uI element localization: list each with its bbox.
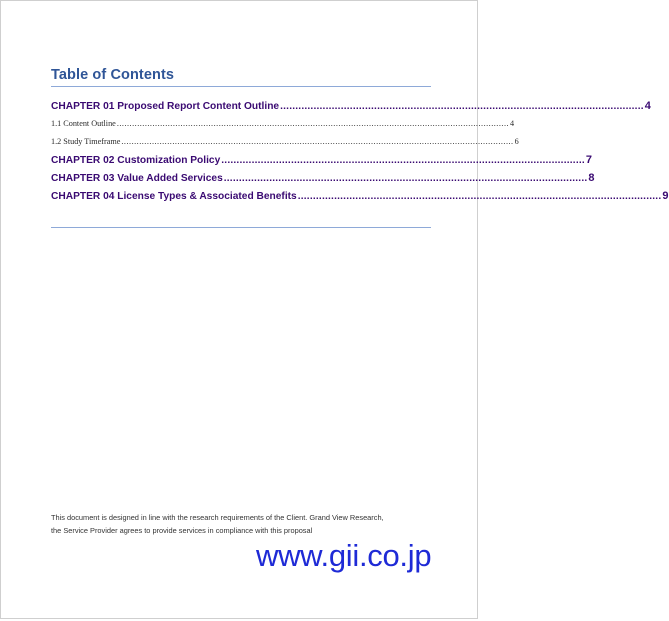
toc-entry-page: 7 [585, 154, 593, 166]
toc-entry-page: 8 [588, 172, 595, 184]
toc-title: Table of Contents [51, 67, 175, 83]
toc-entry-chapter-03[interactable] [51, 169, 595, 187]
toc-end-divider [51, 227, 431, 228]
toc-entry-chapter-01[interactable] [51, 97, 651, 115]
disclaimer-line-2: the Service Provider agrees to provide services in compliance with this proposal [51, 525, 313, 535]
disclaimer-text [51, 512, 436, 537]
toc-entry-section-1-2[interactable] [51, 133, 519, 151]
toc-entry-label: 1.1 Content Outline [51, 119, 116, 128]
toc-entry-page: 9 [662, 190, 669, 202]
toc-entry-label: CHAPTER 02 Customization Policy [51, 155, 221, 166]
toc-entry-chapter-02[interactable] [51, 151, 593, 169]
toc-leader-dots: ........................................................................................................................ [223, 173, 588, 184]
watermark-url: www.gii.co.jp [256, 538, 432, 573]
toc-entry-page: 4 [510, 119, 515, 128]
toc-entry-chapter-04[interactable] [51, 187, 669, 205]
toc-leader-dots: .......................................................................................................................................................... [116, 119, 510, 128]
toc-leader-dots: ........................................................................................................................ [297, 191, 662, 202]
toc-leader-dots: ........................................................................................................................ [280, 101, 644, 112]
toc-entry-page: 6 [514, 137, 519, 146]
title-divider [51, 86, 431, 87]
disclaimer-line-1: This document is designed in line with the research requirements of the Client. Grand View Research, [51, 513, 384, 522]
toc-entry-label: CHAPTER 03 Value Added Services [51, 173, 223, 184]
toc-list [51, 97, 669, 205]
toc-entry-section-1-1[interactable] [51, 115, 515, 133]
toc-entry-page: 4 [644, 100, 651, 112]
toc-entry-label: CHAPTER 01 Proposed Report Content Outline [51, 101, 280, 112]
toc-leader-dots: .......................................................................................................................................................... [121, 137, 514, 146]
toc-entry-label: CHAPTER 04 License Types & Associated Benefits [51, 191, 297, 202]
toc-entry-label: 1.2 Study Timeframe [51, 137, 121, 146]
toc-leader-dots: ........................................................................................................................ [221, 155, 585, 166]
